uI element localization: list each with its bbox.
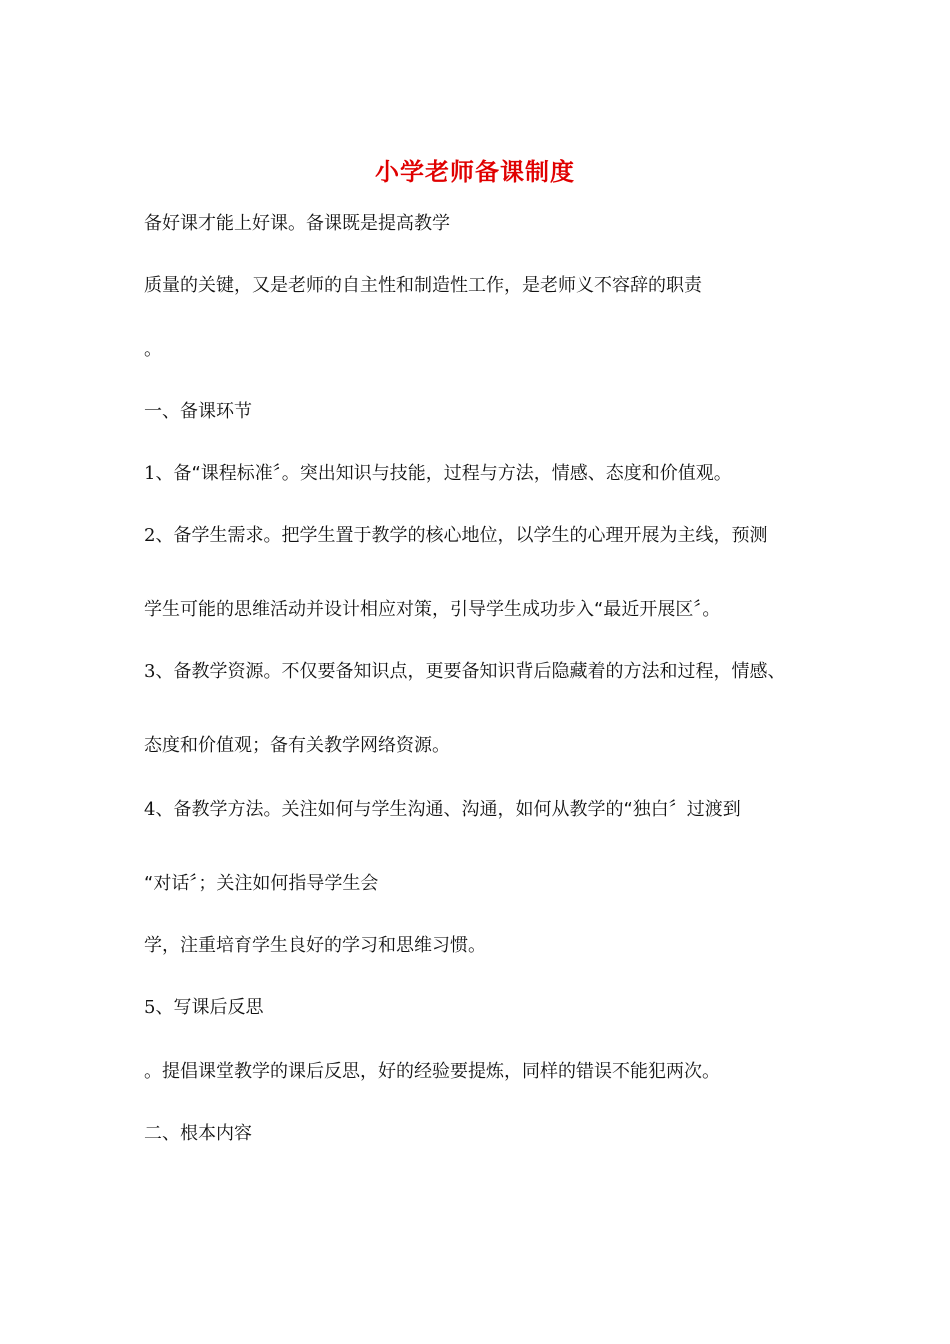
item-number: 1: [144, 463, 156, 484]
section-heading-1: 一、备课环节: [144, 401, 252, 422]
list-item-3-continuation: 态度和价值观；备有关教学网络资源。: [144, 735, 450, 756]
item-number: 5: [144, 997, 156, 1018]
item-text: 、备教学方法。关注如何与学生沟通、沟通，如何从教学的“独白〞过渡到: [155, 799, 741, 820]
item-text: 、备“课程标准〞。突出知识与技能，过程与方法，情感、态度和价值观。: [155, 463, 732, 484]
list-item-1: [144, 462, 732, 486]
item-text: 、写课后反思: [155, 997, 264, 1018]
document-title: 小学老师备课制度: [375, 157, 575, 186]
list-item-2: [144, 524, 767, 548]
list-item-4-continuation-2: 学，注重培育学生良好的学习和思维习惯。: [144, 935, 486, 956]
list-item-4-continuation: “对话〞；关注如何指导学生会: [144, 873, 379, 894]
intro-line-1: 备好课才能上好课。备课既是提高教学: [144, 213, 450, 234]
section-heading-2: 二、根本内容: [144, 1123, 252, 1144]
list-item-4: [144, 798, 741, 822]
item-number: 2: [144, 525, 156, 546]
item-number: 3: [144, 661, 156, 682]
list-item-5-continuation: 。提倡课堂教学的课后反思，好的经验要提炼，同样的错误不能犯两次。: [144, 1061, 720, 1082]
intro-line-2: 质量的关键，又是老师的自主性和制造性工作，是老师义不容辞的职责: [144, 275, 702, 296]
list-item-2-continuation: 学生可能的思维活动并设计相应对策，引导学生成功步入“最近开展区〞。: [144, 599, 721, 620]
list-item-5: [144, 996, 263, 1020]
item-text: 、备学生需求。把学生置于教学的核心地位，以学生的心理开展为主线，预测: [155, 525, 768, 546]
list-item-3: [144, 660, 785, 684]
item-number: 4: [144, 799, 156, 820]
intro-line-3: 。: [144, 339, 162, 360]
item-text: 、备教学资源。不仅要备知识点，更要备知识背后隐藏着的方法和过程，情感、: [155, 661, 786, 682]
